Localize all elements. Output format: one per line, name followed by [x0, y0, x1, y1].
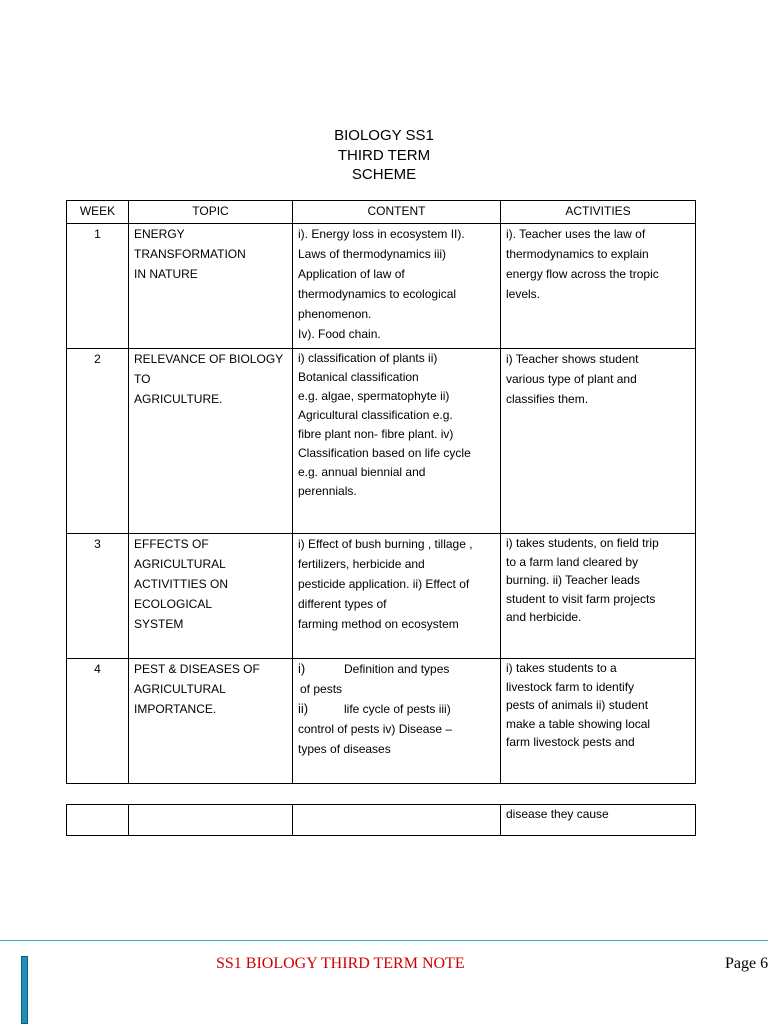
content-text: control of pests iv) Disease – types of diseases [298, 722, 453, 756]
content-cell: i). Energy loss in ecosystem II). Laws of thermodynamics iii) Application of law of thermodynamics to ecological phenomenon. Iv). Food chain. [293, 224, 501, 349]
footer-divider [0, 940, 768, 941]
column-header-topic: TOPIC [129, 201, 293, 224]
table-row [67, 224, 696, 349]
column-header-week: WEEK [67, 201, 129, 224]
table-header-row [67, 201, 696, 224]
document-title [0, 126, 768, 185]
list-marker: i) [298, 661, 306, 676]
table-row [67, 349, 696, 534]
activities-cell: disease they cause [501, 805, 696, 836]
week-cell: 4 [67, 659, 129, 784]
list-marker: ii) [298, 701, 309, 716]
content-text: Definition and types [344, 662, 450, 676]
topic-cell [129, 805, 293, 836]
content-cell: i) Effect of bush burning , tillage , fertilizers, herbicide and pesticide application. ii) Effect of different types of farming method on ecosystem [293, 534, 501, 659]
week-cell: 2 [67, 349, 129, 534]
page-number: Page 6 [725, 955, 768, 972]
column-header-content: CONTENT [293, 201, 501, 224]
title-line-subject: BIOLOGY SS1 [334, 127, 434, 144]
content-text: life cycle of pests iii) [344, 702, 451, 716]
content-text: of pests [300, 682, 343, 696]
activities-cell: i) Teacher shows student various type of plant and classifies them. [501, 349, 696, 534]
table-row [67, 805, 696, 836]
content-cell: i) classification of plants ii) Botanical classification e.g. algae, spermatophyte ii) Agricultural classification e.g. fibre plant non- fibre plant. iv) Classification based on life cycle e.g. annual biennial and perennials. [293, 349, 501, 534]
title-line-term: THIRD TERM [337, 146, 431, 164]
title-line-scheme: SCHEME [351, 166, 417, 183]
week-cell: 3 [67, 534, 129, 659]
activities-cell: i) takes students to a livestock farm to identify pests of animals ii) student make a table showing local farm livestock pests and [501, 659, 696, 784]
table-row [67, 659, 696, 784]
topic-cell: PEST & DISEASES OF AGRICULTURAL IMPORTANCE. [129, 659, 293, 784]
topic-cell: ENERGY TRANSFORMATION IN NATURE [129, 224, 293, 349]
column-header-activities: ACTIVITIES [501, 201, 696, 224]
content-cell [293, 805, 501, 836]
week-cell [67, 805, 129, 836]
week-cell: 1 [67, 224, 129, 349]
content-cell [293, 659, 501, 784]
table-row [67, 534, 696, 659]
scheme-table [66, 200, 696, 784]
topic-cell: EFFECTS OF AGRICULTURAL ACTIVITTIES ON ECOLOGICAL SYSTEM [129, 534, 293, 659]
footer-accent-bar [21, 956, 28, 1024]
continuation-table [66, 804, 696, 836]
footer-title: SS1 BIOLOGY THIRD TERM NOTE [216, 955, 465, 972]
activities-cell: i) takes students, on field trip to a farm land cleared by burning. ii) Teacher leads student to visit farm projects and herbicide. [501, 534, 696, 659]
topic-cell: RELEVANCE OF BIOLOGY TO AGRICULTURE. [129, 349, 293, 534]
activities-cell: i). Teacher uses the law of thermodynamics to explain energy flow across the tropic levels. [501, 224, 696, 349]
